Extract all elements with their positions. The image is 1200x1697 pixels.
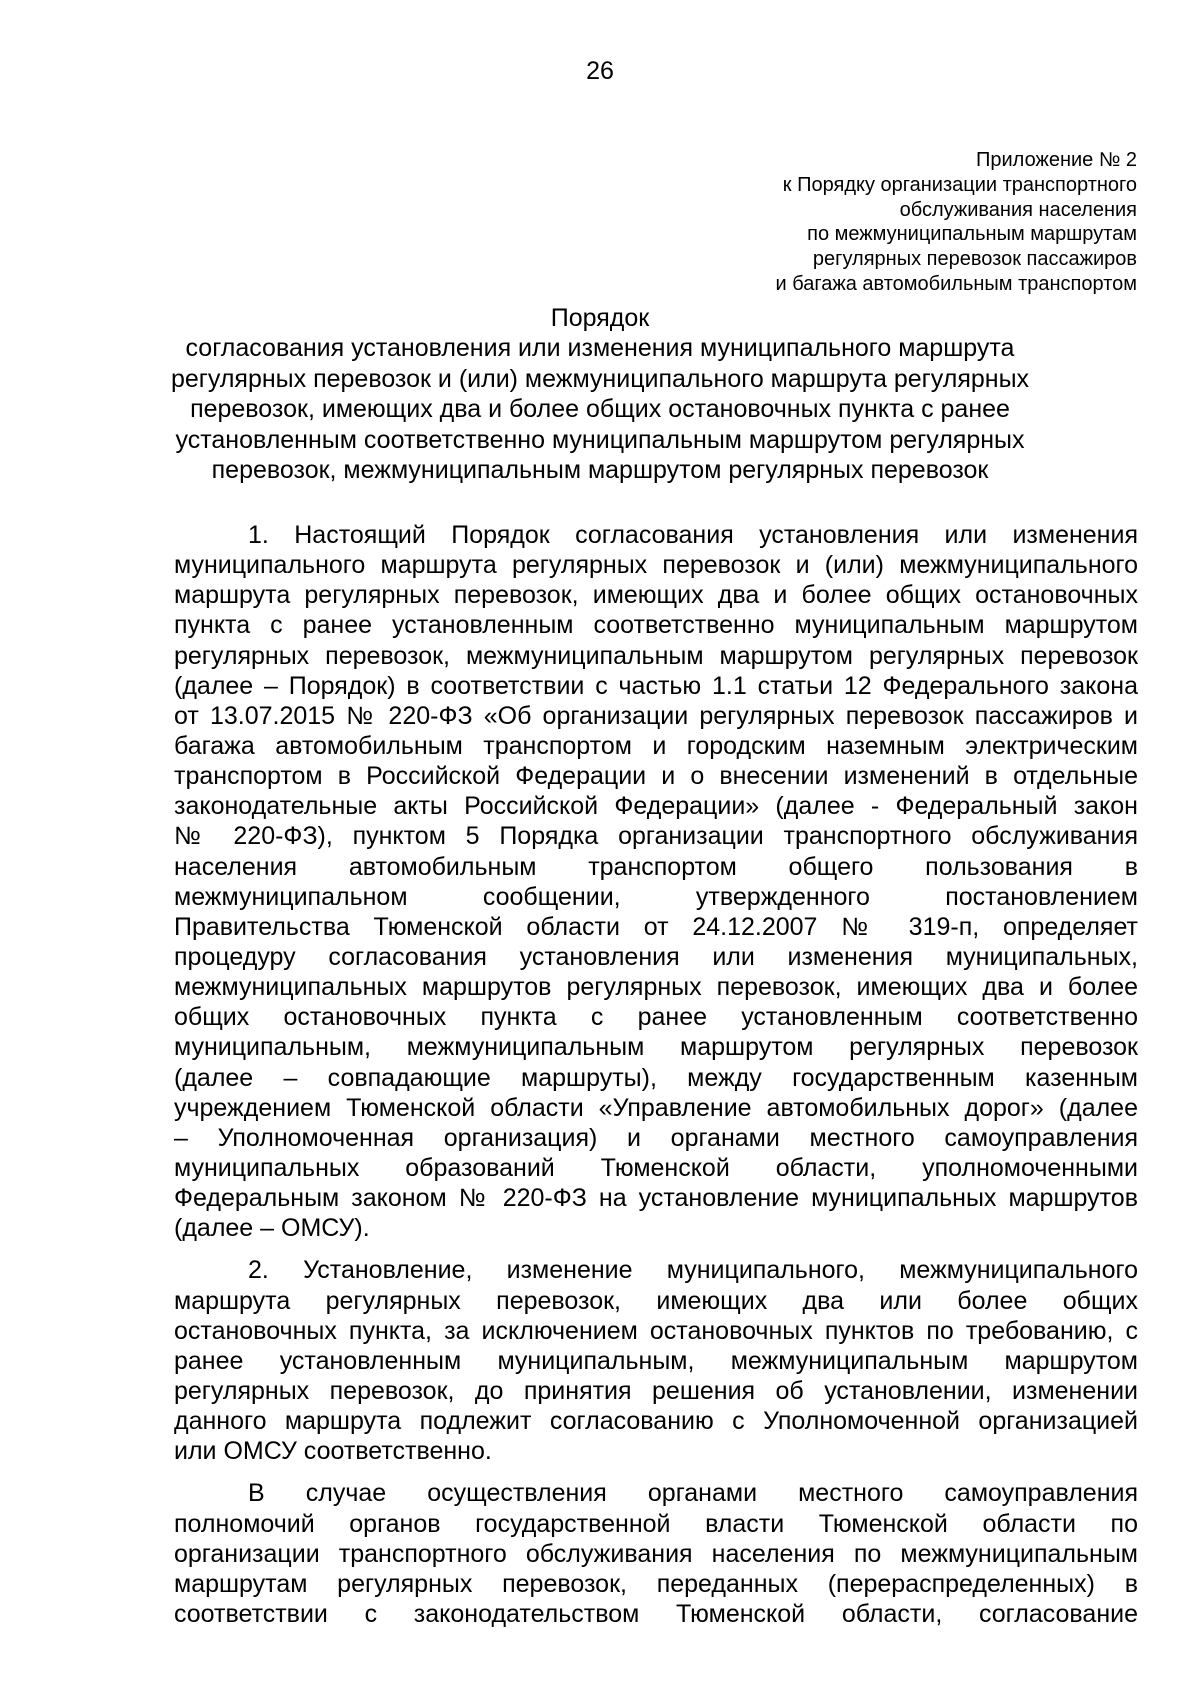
paragraph-line: (далее – совпадающие маршруты), между государственным казенным — [174, 1063, 1138, 1092]
paragraph-line: процедуру согласования установления или изменения муниципальных, — [174, 942, 1138, 971]
paragraph-line: муниципальных образований Тюменской области, уполномоченными — [174, 1153, 1138, 1182]
document-body — [174, 520, 1138, 1629]
paragraph-line: населения автомобильным транспортом общего пользования в — [174, 852, 1138, 881]
appendix-line: обслуживания населения — [899, 198, 1137, 221]
paragraph-line: № 220-ФЗ), пунктом 5 Порядка организации транспортного обслуживания — [174, 822, 1138, 851]
body-paragraph — [174, 1478, 1138, 1629]
paragraph-line: транспортом в Российской Федерации и о внесении изменений в отдельные — [174, 762, 1138, 791]
paragraph-line: 2. Установление, изменение муниципального, межмуниципального — [248, 1256, 1138, 1285]
paragraph-line: учреждением Тюменской области «Управление автомобильных дорог» (далее — [174, 1093, 1138, 1122]
paragraph-line: Федеральным законом № 220-ФЗ на установление муниципальных маршрутов — [174, 1184, 1138, 1213]
paragraph-line: регулярных перевозок, до принятия решения об установлении, изменении — [174, 1376, 1138, 1405]
paragraph-line: (далее – Порядок) в соответствии с частью 1.1 статьи 12 Федерального закона — [174, 671, 1138, 700]
appendix-line: и багажа автомобильным транспортом — [775, 272, 1137, 295]
paragraph-line: ранее установленным муниципальным, межмуниципальным маршрутом — [174, 1346, 1138, 1375]
paragraph-line: законодательные акты Российской Федерации» (далее - Федеральный закон — [174, 792, 1138, 821]
paragraph-line: межмуниципальных маршрутов регулярных перевозок, имеющих два и более — [174, 973, 1138, 1002]
paragraph-line: пункта с ранее установленным соответственно муниципальным маршрутом — [174, 611, 1138, 640]
title-line: Порядок — [550, 304, 650, 332]
body-paragraph — [174, 1255, 1138, 1466]
paragraph-line: – Уполномоченная организация) и органами местного самоуправления — [174, 1123, 1138, 1152]
paragraph-line: 1. Настоящий Порядок согласования установления или изменения — [248, 521, 1138, 549]
paragraph-line: Правительства Тюменской области от 24.12.2007 № 319-п, определяет — [174, 912, 1138, 941]
paragraph-line: (далее – ОМСУ). — [174, 1214, 370, 1243]
paragraph-line: В случае осуществления органами местного самоуправления — [248, 1479, 1138, 1508]
title-line: регулярных перевозок и (или) межмуниципального маршрута регулярных — [170, 364, 1030, 393]
paragraph-line: полномочий органов государственной власти Тюменской области по — [174, 1509, 1138, 1538]
appendix-line: к Порядку организации транспортного — [782, 173, 1137, 196]
paragraph-line: муниципального маршрута регулярных перевозок и (или) межмуниципального — [174, 551, 1138, 580]
paragraph-line: маршрутам регулярных перевозок, переданных (перераспределенных) в — [174, 1569, 1138, 1598]
title-line: перевозок, межмуниципальным маршрутом регулярных перевозок — [211, 456, 989, 485]
page-number: 26 — [586, 57, 614, 85]
paragraph-line: от 13.07.2015 № 220-ФЗ «Об организации регулярных перевозок пассажиров и — [174, 701, 1138, 730]
paragraph-line: данного маршрута подлежит согласованию с Уполномоченной организацией — [174, 1407, 1138, 1436]
title-line: установленным соответственно муниципальным маршрутом регулярных — [175, 425, 1025, 454]
paragraph-line: межмуниципальном сообщении, утвержденного постановлением — [174, 882, 1138, 911]
document-title — [0, 303, 1200, 485]
paragraph-line: организации транспортного обслуживания населения по межмуниципальным — [174, 1539, 1138, 1568]
paragraph-line: соответствии с законодательством Тюменской области, согласование — [174, 1599, 1138, 1628]
appendix-header — [497, 148, 1137, 297]
paragraph-line: общих остановочных пункта с ранее установленным соответственно — [174, 1003, 1138, 1032]
paragraph-line: маршрута регулярных перевозок, имеющих два и более общих остановочных — [174, 581, 1138, 610]
appendix-line: регулярных перевозок пассажиров — [812, 248, 1137, 271]
paragraph-line: или ОМСУ соответственно. — [174, 1437, 492, 1466]
paragraph-line: остановочных пункта, за исключением остановочных пунктов по требованию, с — [174, 1316, 1138, 1345]
appendix-line: Приложение № 2 — [976, 149, 1137, 171]
paragraph-line: регулярных перевозок, межмуниципальным маршрутом регулярных перевозок — [174, 641, 1138, 670]
paragraph-line: муниципальным, межмуниципальным маршрутом регулярных перевозок — [174, 1033, 1138, 1062]
appendix-line: по межмуниципальным маршрутам — [807, 223, 1137, 246]
body-paragraph — [174, 520, 1138, 1243]
title-line: перевозок, имеющих два и более общих остановочных пункта с ранее — [190, 395, 1010, 424]
paragraph-line: маршрута регулярных перевозок, имеющих два или более общих — [174, 1286, 1138, 1315]
paragraph-line: багажа автомобильным транспортом и городским наземным электрическим — [174, 731, 1138, 760]
title-line: согласования установления или изменения муниципального маршрута — [185, 334, 1015, 363]
